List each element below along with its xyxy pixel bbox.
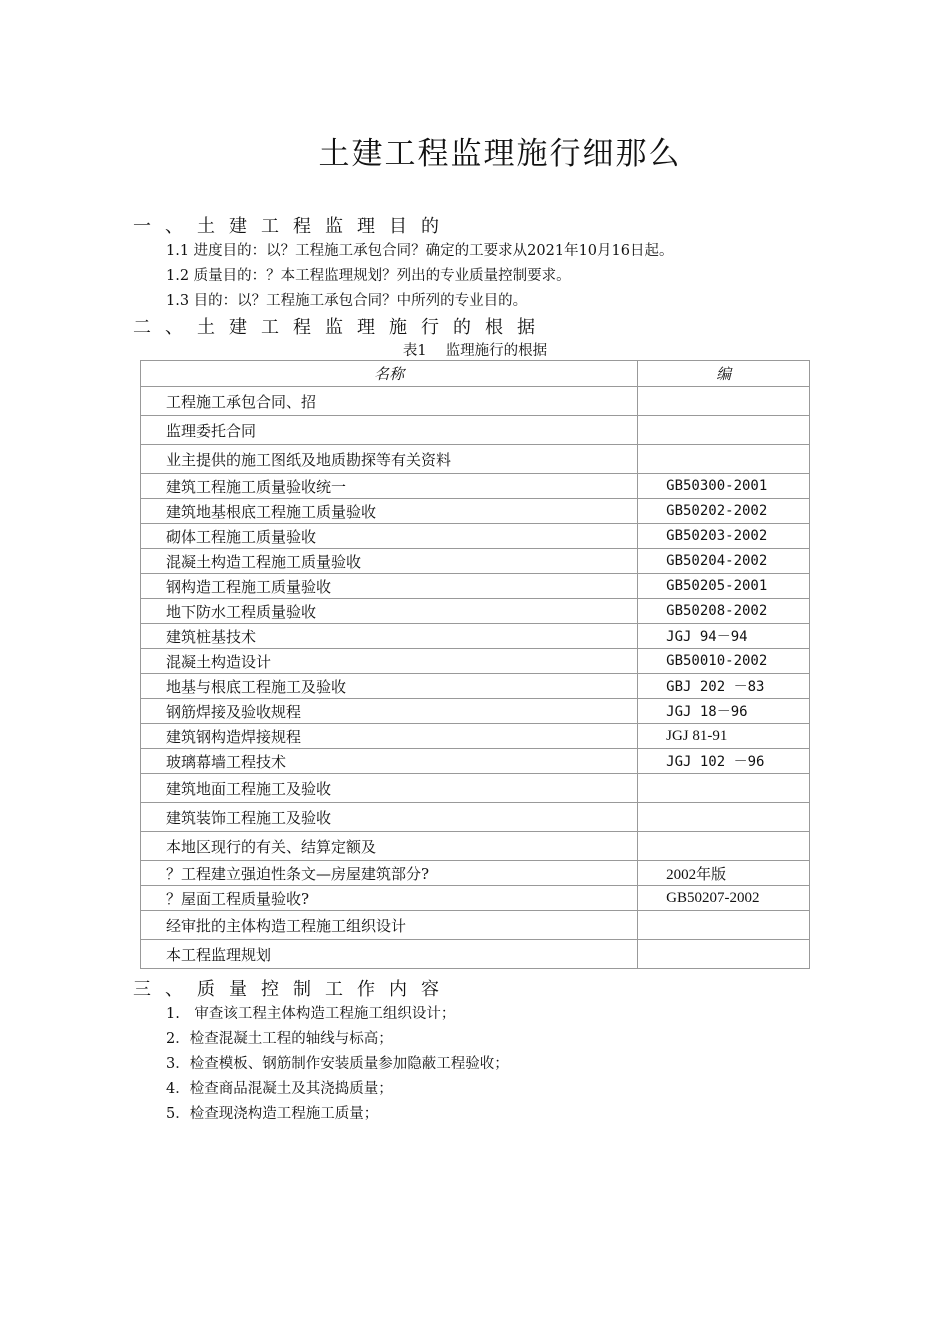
section-1-item-2: 1.2 质量目的：？本工程监理规划？列出的专业质量控制要求。 (166, 268, 571, 284)
table-row (141, 774, 810, 803)
header-name: 名称 (141, 361, 638, 387)
row-name: 建筑装饰工程施工及验收 (141, 803, 638, 832)
row-name: 钢构造工程施工质量验收 (141, 574, 638, 599)
row-name: 业主提供的施工图纸及地质勘探等有关资料 (141, 445, 638, 474)
table-row (141, 549, 810, 574)
row-code: GB50205-2001 (638, 574, 810, 599)
table-caption: 表1 监理施行的根据 (402, 343, 548, 359)
row-code (638, 911, 810, 940)
section-1-heading: 一、土建工程监理目的 (133, 216, 453, 237)
row-name: 玻璃幕墙工程技术 (141, 749, 638, 774)
row-code: GB50204-2002 (638, 549, 810, 574)
row-name: 砌体工程施工质量验收 (141, 524, 638, 549)
row-name: 建筑工程施工质量验收统一 (141, 474, 638, 499)
table-row (141, 599, 810, 624)
row-name: 混凝土构造工程施工质量验收 (141, 549, 638, 574)
header-code: 编 (638, 361, 810, 387)
table-row (141, 832, 810, 861)
table-row (141, 674, 810, 699)
table-row (141, 724, 810, 749)
section-3-item-4: 4．检查商品混凝土及其浇捣质量； (166, 1081, 393, 1097)
row-code: GB50208-2002 (638, 599, 810, 624)
row-code: GB50010-2002 (638, 649, 810, 674)
row-code: JGJ 18－96 (638, 699, 810, 724)
row-name: ？屋面工程质量验收? (141, 886, 638, 911)
row-name: 地基与根底工程施工及验收 (141, 674, 638, 699)
section-3-item-1: 1. 审查该工程主体构造工程施工组织设计； (166, 1006, 456, 1022)
row-code: 2002年版 (638, 861, 810, 886)
section-3-item-3: 3．检查模板、钢筋制作安装质量参加隐蔽工程验收； (166, 1056, 509, 1072)
section-1-item-3: 1.3 目的：以？工程施工承包合同？中所列的专业目的。 (166, 293, 528, 309)
document-title: 土建工程监理施行细那么 (318, 136, 682, 172)
row-code (638, 832, 810, 861)
table-row (141, 574, 810, 599)
row-code: GB50203-2002 (638, 524, 810, 549)
table-row (141, 624, 810, 649)
row-code (638, 803, 810, 832)
row-code: JGJ 94－94 (638, 624, 810, 649)
row-code: JGJ 102 －96 (638, 749, 810, 774)
table-row (141, 499, 810, 524)
row-code: GB50300-2001 (638, 474, 810, 499)
row-code (638, 387, 810, 416)
row-name: 地下防水工程质量验收 (141, 599, 638, 624)
row-name: 本工程监理规划 (141, 940, 638, 969)
table-row (141, 474, 810, 499)
table-row (141, 749, 810, 774)
table-row (141, 861, 810, 886)
row-code (638, 445, 810, 474)
section-3-item-2: 2．检查混凝土工程的轴线与标高； (166, 1031, 393, 1047)
table-row (141, 803, 810, 832)
row-name: 本地区现行的有关、结算定额及 (141, 832, 638, 861)
row-code (638, 416, 810, 445)
row-code (638, 940, 810, 969)
row-code: GBJ 202 －83 (638, 674, 810, 699)
section-3-item-5: 5．检查现浇构造工程施工质量； (166, 1106, 379, 1122)
table-row (141, 940, 810, 969)
table-row (141, 911, 810, 940)
row-name: 混凝土构造设计 (141, 649, 638, 674)
row-name: 建筑地基根底工程施工质量验收 (141, 499, 638, 524)
row-name: 建筑地面工程施工及验收 (141, 774, 638, 803)
section-3-heading: 三、质量控制工作内容 (133, 979, 453, 1000)
row-code: JGJ 81-91 (638, 724, 810, 749)
table-row (141, 445, 810, 474)
row-name: 建筑钢构造焊接规程 (141, 724, 638, 749)
row-code (638, 774, 810, 803)
basis-table (140, 360, 810, 969)
table-row (141, 387, 810, 416)
table-row (141, 524, 810, 549)
table-header-row (141, 361, 810, 387)
row-name: 监理委托合同 (141, 416, 638, 445)
table-row (141, 649, 810, 674)
section-1-item-1: 1.1 进度目的：以？工程施工承包合同？确定的工要求从2021年10月16日起。 (166, 243, 674, 259)
table-row (141, 699, 810, 724)
row-name: 建筑桩基技术 (141, 624, 638, 649)
row-name: ？工程建立强迫性条文—房屋建筑部分? (141, 861, 638, 886)
table-row (141, 886, 810, 911)
row-name: 经审批的主体构造工程施工组织设计 (141, 911, 638, 940)
section-2-heading: 二、土建工程监理施行的根据 (133, 317, 549, 338)
table-row (141, 416, 810, 445)
row-code: GB50202-2002 (638, 499, 810, 524)
row-name: 工程施工承包合同、招 (141, 387, 638, 416)
row-code: GB50207-2002 (638, 886, 810, 911)
row-name: 钢筋焊接及验收规程 (141, 699, 638, 724)
